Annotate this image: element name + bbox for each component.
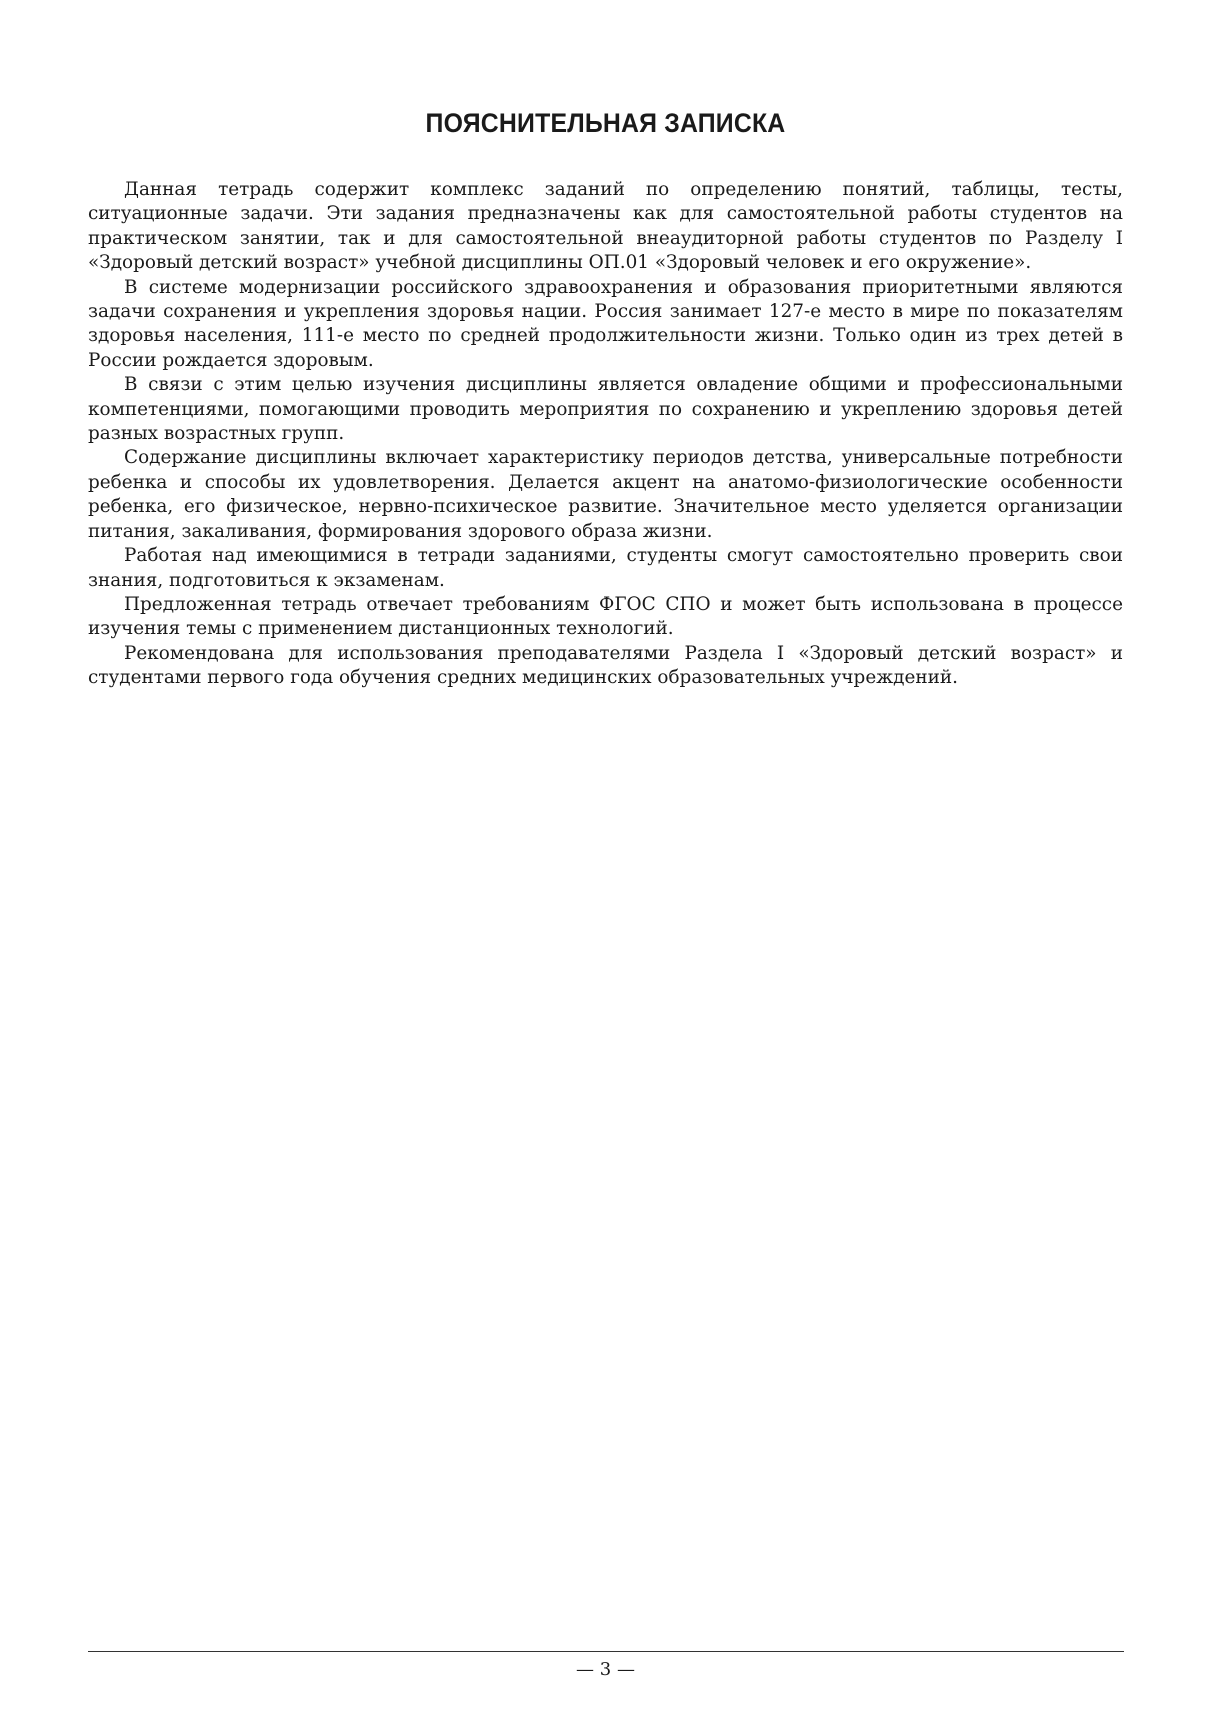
page-number: — 3 — — [576, 1659, 635, 1680]
paragraph-recommendation: Рекомендована для использования преподавателями Раздела I «Здоровый детский возраст» и студентами первого года обучения средних медицинских образовательных учреждений. — [88, 642, 1123, 689]
paragraph-self-check: Работая над имеющимися в тетради заданиями, студенты смогут самостоятельно проверить свои знания, подготовиться к экзаменам. — [88, 545, 1123, 591]
page-title: ПОЯСНИТЕЛЬНАЯ ЗАПИСКА — [425, 108, 786, 138]
paragraph-content: Содержание дисциплины включает характеристику периодов детства, универсальные потребности ребенка и способы их удовлетворения. Делается акцент на анатомо-физиологические особенности ребенка, его физическое, нервно-психическое развитие. Значительное место уделяется организации питания, закаливания, формирования здорового образа жизни. — [88, 447, 1123, 542]
footer-divider — [88, 1651, 1124, 1652]
paragraph-goal: В связи с этим целью изучения дисциплины является овладение общими и профессиональными компетенциями, помогающими проводить мероприятия по сохранению и укреплению здоровья детей разных возрастных групп. — [88, 374, 1123, 445]
paragraph-standards: Предложенная тетрадь отвечает требованиям ФГОС СПО и может быть использована в процессе изучения темы с применением дистанционных технологий. — [88, 593, 1123, 640]
explanatory-note-body — [88, 178, 1123, 691]
paragraph-intro: Данная тетрадь содержит комплекс заданий по определению понятий, таблицы, тесты, ситуационные задачи. Эти задания предназначены как для самостоятельной работы студентов на практическом занятии, так и для самостоятельной внеаудиторной работы студентов по Разделу I «Здоровый детский возраст» учебной дисциплины ОП.01 «Здоровый человек и его окружение». — [88, 179, 1123, 274]
paragraph-modernization: В системе модернизации российского здравоохранения и образования приоритетными являются задачи сохранения и укрепления здоровья нации. Россия занимает 127-е место в мире по показателям здоровья населения, 111-е место по средней продолжительности жизни. Только один из трех детей в России рождается здоровым. — [88, 276, 1123, 371]
